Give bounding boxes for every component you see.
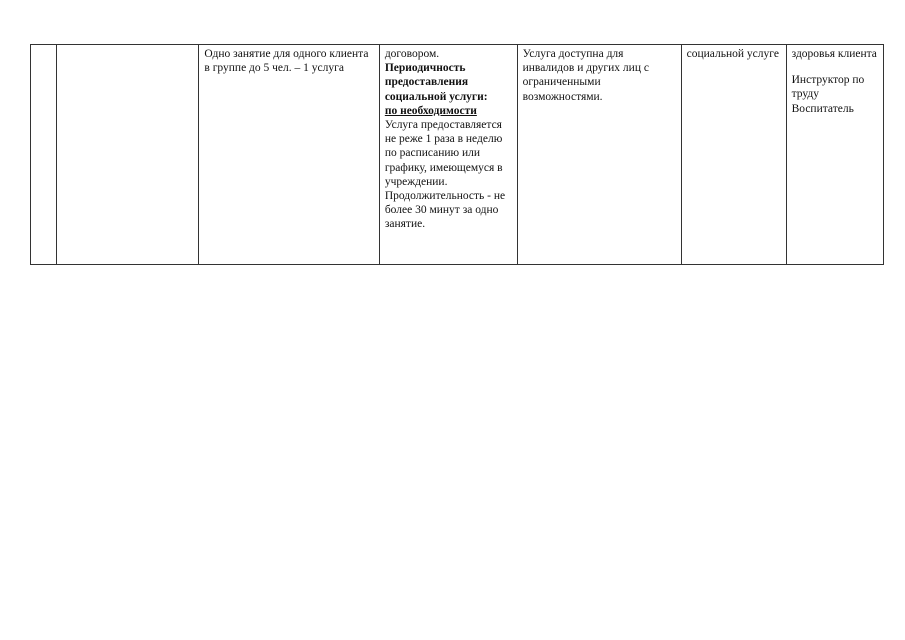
terms-details: Услуга предоставляется не реже 1 раза в неделю по расписанию или графику, имеющемуся в учреждении. Продолжительность - не более 30 минут за одно занятие.: [384, 119, 506, 231]
cell-accessibility: Услуга доступна для инвалидов и других лиц с ограниченными возможностями.: [517, 45, 681, 265]
responsible-line-2: Инструктор по труду: [791, 74, 865, 101]
cell-service-terms: [379, 45, 517, 265]
cell-service-volume: Одно занятие для одного клиента в группе до 5 чел. – 1 услуга: [199, 45, 379, 265]
periodicity-value: по необходимости: [384, 104, 477, 117]
periodicity-label: Периодичность предоставления социальной услуги:: [384, 62, 488, 103]
spacer: [792, 61, 878, 73]
cell-number: [31, 45, 57, 265]
table-row: [31, 45, 884, 265]
services-table: [30, 44, 884, 265]
cell-service-result: социальной услуге: [681, 45, 786, 265]
terms-lead: договором.: [384, 48, 440, 60]
responsible-line-3: Воспитатель: [791, 102, 854, 115]
responsible-line-1: здоровья клиента: [791, 48, 877, 60]
cell-service-name: [57, 45, 199, 265]
cell-responsible: [786, 45, 883, 265]
